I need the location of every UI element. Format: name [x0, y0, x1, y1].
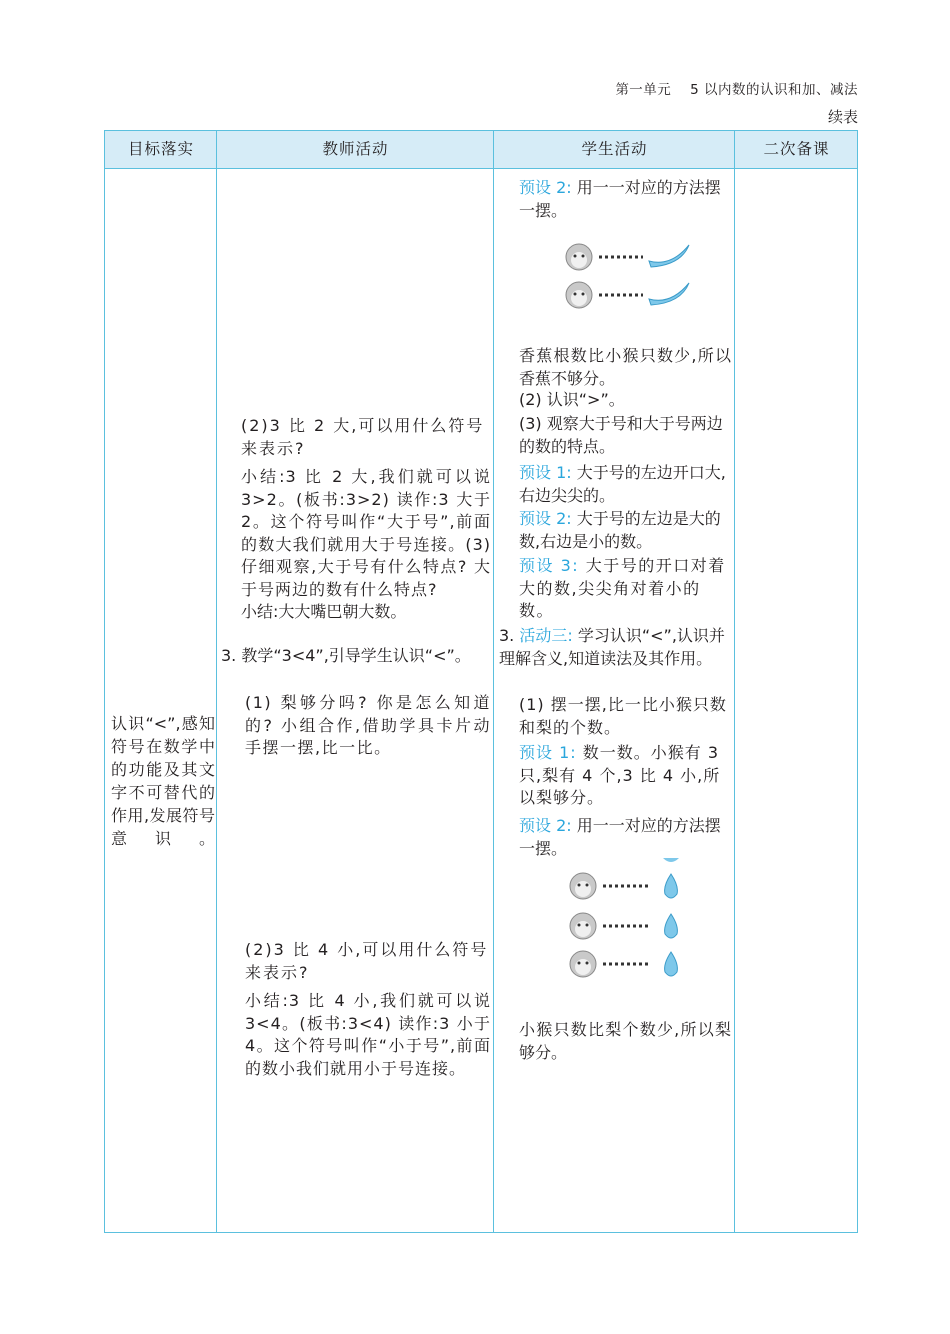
student-text: (3) 观察大于号和大于号两边的数的特点。 [519, 414, 723, 456]
preset-text: 用一一对应的方法摆一摆。 [519, 178, 721, 220]
pear-icon [663, 858, 679, 862]
teacher-text: (2)3 比 2 大,可以用什么符号来表示? [241, 416, 485, 458]
monkey-icon [566, 282, 592, 308]
teacher-activity [241, 415, 491, 624]
teacher-text: 小结:3 比 4 小,我们就可以说 3<4。(板书:3<4) 读作:3 小于 4。这个符号叫作“小于号”,前面的数小我们就用小于号连接。 [245, 991, 491, 1078]
illustration-svg [565, 856, 689, 986]
student-text: (1) 摆一摆,比一比小猴只数和梨的个数。 [519, 695, 727, 737]
banana-icon [649, 283, 689, 305]
monkey-icon [566, 244, 592, 270]
monkey-icon [570, 951, 596, 977]
pear-icon [665, 952, 678, 976]
step-number: 3. [499, 626, 515, 645]
col-divider [216, 131, 217, 1232]
activity-label: 活动三: [519, 626, 573, 645]
goal-text: 认识“<”,感知符号在数学中的功能及其文字不可替代的作用,发展符号意识。 [111, 714, 215, 848]
pear-icon [665, 914, 678, 938]
unit-label: 第一单元 [615, 82, 672, 98]
preset-label: 预设 3: [519, 556, 580, 575]
page-header [601, 78, 858, 98]
preset-text: 大于号的左边是大的数,右边是小的数。 [519, 509, 721, 551]
student-preset [519, 742, 731, 810]
preset-text: 大于号的开口对着大的数,尖尖角对着小的数。 [519, 556, 726, 620]
header-goal: 目标落实 [127, 140, 194, 158]
student-preset [519, 508, 731, 553]
preset-label: 预设 2: [519, 178, 572, 197]
monkey-pear-illustration [565, 856, 689, 986]
monkey-icon [570, 913, 596, 939]
preset-text: 大于号的左边开口大,右边尖尖的。 [519, 463, 726, 505]
preset-label: 预设 1: [519, 463, 572, 482]
preset-label: 预设 2: [519, 816, 572, 835]
col-divider [493, 131, 494, 1232]
header-second-prep: 二次备课 [763, 140, 830, 158]
student-preset [519, 815, 731, 860]
monkey-banana-illustration [563, 223, 703, 311]
preset-label: 预设 2: [519, 509, 572, 528]
teacher-text: 小结:3 比 2 大,我们就可以说 3>2。(板书:3>2) 读作:3 大于 2。这个符号叫作“大于号”,前面的数大我们就用大于号连接。(3) 仔细观察,大于号有什么特点? 大于号两边的数有什么特点? [241, 467, 491, 599]
student-preset [519, 555, 731, 623]
student-text: 小猴只数比梨个数少,所以梨够分。 [519, 1020, 731, 1062]
teacher-text: (2)3 比 4 小,可以用什么符号来表示? [245, 940, 489, 982]
banana-icon [649, 245, 689, 267]
teacher-question: (1) 梨够分吗? 你是怎么知道的? 小组合作,借助学具卡片动手摆一摆,比一比。 [245, 693, 491, 757]
table-header-row [105, 131, 857, 169]
teacher-text: 小结:大大嘴巴朝大数。 [241, 602, 407, 621]
preset-text: 用一一对应的方法摆一摆。 [519, 816, 721, 858]
teacher-step: 3. 教学“3<4”,引导学生认识“<”。 [221, 646, 471, 665]
pear-icon [665, 874, 678, 898]
lesson-table [104, 130, 858, 1233]
illustration-svg [563, 223, 703, 311]
continued-label: 续表 [827, 108, 858, 126]
chapter-label: 5 以内数的认识和加、减法 [690, 82, 858, 98]
header-teacher: 教师活动 [322, 140, 389, 158]
student-preset [519, 462, 731, 507]
preset-label: 预设 1: [519, 743, 577, 762]
header-student: 学生活动 [581, 140, 648, 158]
activity-text: 学习认识“<”,认识并理解含义,知道读法及其作用。 [499, 626, 725, 668]
student-text: 香蕉根数比小猴只数少,所以香蕉不够分。 [519, 346, 731, 388]
student-activity-3 [499, 625, 731, 670]
col-divider [734, 131, 735, 1232]
student-preset [519, 177, 731, 222]
monkey-icon [570, 873, 596, 899]
teacher-activity-2 [245, 939, 491, 1080]
preset-text: 数一数。小猴有 3 只,梨有 4 个,3 比 4 小,所以梨够分。 [519, 743, 721, 807]
student-text: (2) 认识“>”。 [519, 390, 625, 409]
